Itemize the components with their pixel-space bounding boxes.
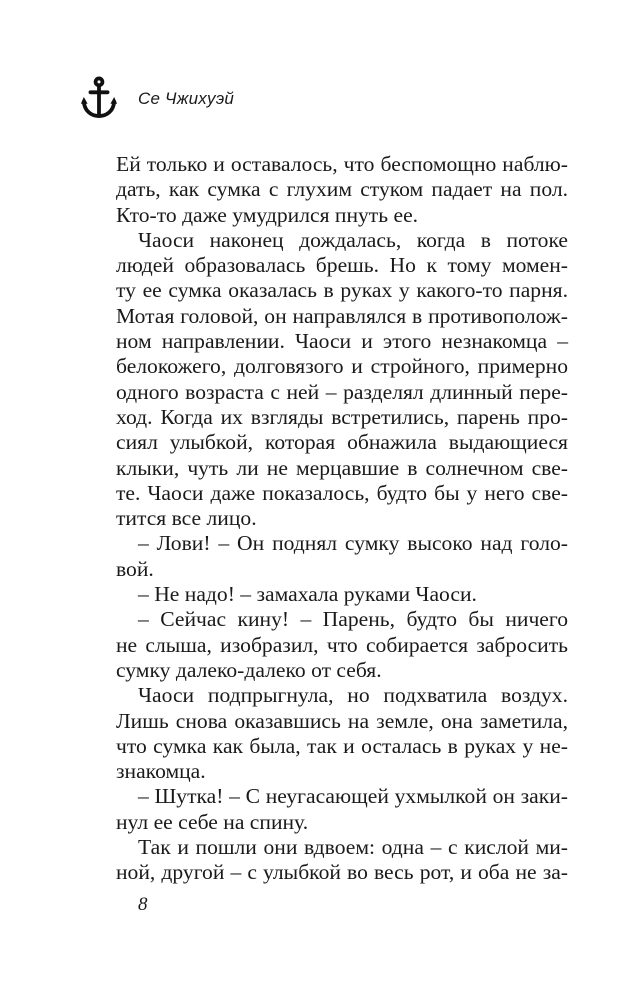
text-line: – Шутка! – С неугасающей ухмылкой он заки- <box>138 784 568 809</box>
text-line: Чаоси наконец дождалась, когда в потоке <box>138 227 568 252</box>
text-line: – Лови! – Он поднял сумку высоко над голо- <box>138 531 568 556</box>
text-line: тится все лицо. <box>116 506 257 531</box>
page-number: 8 <box>138 894 148 915</box>
text-line: что сумка как была, так и осталась в руках у не- <box>116 733 568 758</box>
text-line: вой. <box>116 556 154 581</box>
text-line: дать, как сумка с глухим стуком падает на пол. <box>116 177 568 202</box>
text-line: те. Чаоси даже показалось, будто бы у него све- <box>116 480 568 505</box>
text-line: нул ее себе на спину. <box>116 809 309 834</box>
text-line: ном направлении. Чаоси и этого незнакомца – <box>116 329 568 354</box>
running-header <box>80 76 234 120</box>
text-line: Чаоси подпрыгнула, но подхватила воздух. <box>138 683 568 708</box>
text-line: белокожего, долговязого и стройного, примерно <box>116 354 568 379</box>
text-line: – Сейчас кину! – Парень, будто бы ничего <box>138 607 568 632</box>
text-line: людей образовалась брешь. Но к тому момен- <box>116 253 568 278</box>
text-line: сумку далеко-далеко от себя. <box>116 657 382 682</box>
text-line: клыки, чуть ли не мерцавшие в солнечном све- <box>116 455 568 480</box>
text-line: Ей только и оставалось, что беспомощно наблю- <box>116 152 568 176</box>
text-line: Кто-то даже умудрился пнуть ее. <box>116 202 419 227</box>
text-line: Мотая головой, он направлялся в противополож- <box>116 303 568 328</box>
text-line: не слыша, изобразил, что собирается забросить <box>116 632 568 657</box>
text-line: Так и пошли они вдвоем: одна – с кислой ми- <box>138 835 568 860</box>
anchor-icon <box>80 76 118 120</box>
author-name: Се Чжихуэй <box>138 89 235 108</box>
text-line: ной, другой – с улыбкой во весь рот, и оба не за- <box>116 860 568 885</box>
text-line: Лишь снова оказавшись на земле, она заметила, <box>116 708 568 733</box>
text-line: сиял улыбкой, которая обнажила выдающиеся <box>116 430 568 455</box>
text-line: ход. Когда их взгляды встретились, парень про- <box>116 404 568 429</box>
text-line: – Не надо! – замахала руками Чаоси. <box>138 582 477 607</box>
text-line: одного возраста с ней – разделял длинный пере- <box>116 379 568 404</box>
body-text <box>116 152 568 886</box>
text-line: ту ее сумка оказалась в руках у какого-то парня. <box>116 278 568 303</box>
text-line: знакомца. <box>116 759 206 784</box>
